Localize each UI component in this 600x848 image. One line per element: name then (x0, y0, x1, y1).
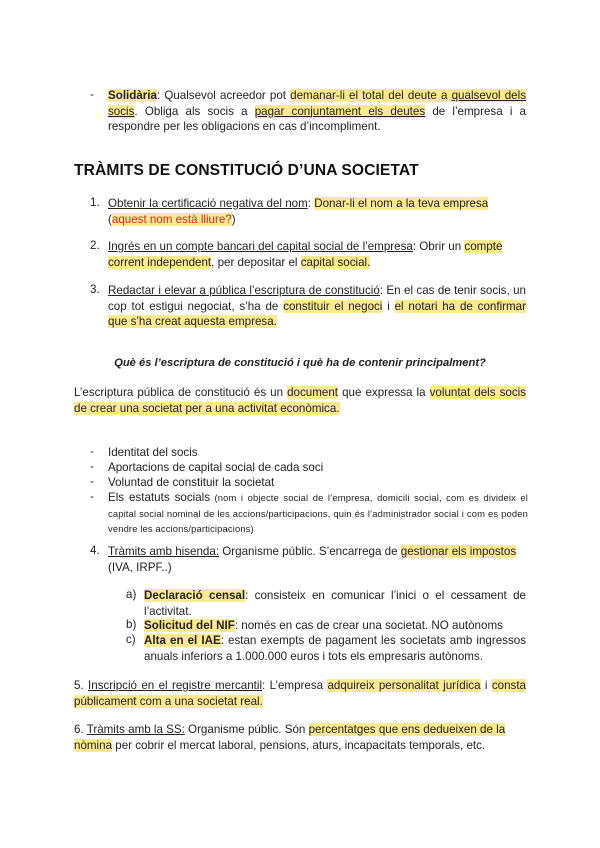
highlight: consta públicament com a una societat real. (74, 679, 526, 708)
list-item: Aportacions de capital social de cada soci (108, 461, 324, 474)
text-span: ) (231, 212, 236, 226)
solidaria-paragraph (108, 88, 526, 135)
highlight: pagar conjuntament els deutes (254, 104, 426, 118)
highlight: demanar-li el total del deute a (290, 89, 452, 102)
text-span: : Obrir un (412, 240, 465, 253)
step-5 (74, 678, 526, 709)
text-span: que expressa la (338, 386, 430, 399)
bullet-dash: - (90, 460, 94, 473)
step-2 (108, 239, 528, 270)
bullet-dash: - (90, 88, 94, 101)
step-title: Ingrés en un compte bancari del capital social de l’empresa (108, 240, 413, 253)
solidaria-term: Solidària (108, 89, 157, 102)
item-term: Declaració censal (144, 589, 246, 602)
bullet-dash: - (90, 475, 94, 488)
text-span: L’escriptura pública de constitució és un (74, 386, 288, 399)
text-span: per cobrir el mercat laboral, pensions, aturs, incapacitats temporals, etc. (112, 738, 486, 752)
hisenda-item (144, 588, 526, 619)
text-span: : consisteix en comunicar l’inici o el cessament de l’activitat. (144, 589, 526, 618)
step-number: 5. (74, 679, 84, 692)
text-span: (IVA, IRPF..) (108, 560, 172, 574)
step-6 (74, 722, 526, 753)
step-3 (108, 283, 526, 330)
text-span: de l’empresa i a respondre per les obligacions en cas d’incompliment. (108, 104, 527, 133)
bullet-dash: - (90, 490, 94, 503)
highlight: Donar-li el nom a la teva empresa (314, 197, 489, 210)
highlight: document (287, 386, 339, 399)
step-title: Obtenir la certificació negativa del nom (108, 197, 308, 210)
escriptura-paragraph (74, 385, 526, 416)
text-span: i (480, 679, 492, 692)
text-span: i (382, 299, 395, 313)
highlight: capital social. (300, 255, 371, 269)
step-number: 1. (90, 196, 100, 209)
hisenda-item (144, 633, 526, 664)
list-item: Voluntad de constituir la societat (108, 476, 275, 489)
text-span: : (307, 197, 315, 210)
item-term: Alta en el IAE (144, 634, 221, 647)
highlight: compte corrent independent (108, 240, 503, 269)
highlight: percentatges que ens dedueixen de la nòmina (74, 723, 506, 752)
highlight: gestionar els impostos (400, 545, 517, 558)
highlight: constituir el negoci (283, 299, 383, 313)
highlight: qualsevol dels socis (108, 89, 526, 118)
step-4 (108, 544, 528, 575)
step-1 (108, 196, 528, 227)
step-title: Tràmits amb hisenda: (108, 545, 220, 558)
step-title: Tràmits amb la SS: (86, 723, 185, 736)
list-item: Identitat del socis (108, 446, 198, 459)
item-term: Solicitud del NIF (144, 619, 235, 632)
text-span: Organisme públic. S’encarrega de (219, 545, 401, 558)
red-highlight: aquest nom està lliure? (111, 212, 232, 226)
step-title: Redactar i elevar a pública l’escriptura de constitució (108, 284, 380, 297)
text-span: . Obliga als socis a (134, 104, 255, 118)
question-heading: Què és l’escriptura de constitució i què ha de contenir principalment? (114, 357, 486, 369)
text-span: ( (108, 212, 112, 226)
text-span: : estan exempts de pagament les societats amb ingressos anuals inferiors a 1.000.000 euros i tots els empresaris autònoms. (144, 634, 527, 663)
hisenda-item (144, 618, 526, 634)
text-span: Organisme públic. Són (184, 723, 309, 736)
highlight: adquireix personalitat jurídica (327, 679, 481, 692)
item-letter: b) (126, 618, 137, 631)
text-span: : Qualsevol acreedor pot (156, 89, 291, 102)
highlight: el notari ha de confirmar que s’ha creat aquesta empresa. (108, 299, 526, 328)
item-letter: a) (126, 588, 137, 601)
text-span: : només en cas de crear una societat. NO autònoms (234, 619, 503, 632)
step-number: 2. (90, 239, 100, 252)
step-number: 3. (90, 283, 100, 296)
highlight: voluntat dels socis de crear una societat per a una activitat econòmica. (74, 386, 527, 415)
text-span: : L’empresa (262, 679, 328, 692)
step-number: 4. (90, 544, 100, 557)
text-span: , per depositar el (211, 255, 301, 269)
step-title: Inscripció en el registre mercantil (88, 679, 263, 692)
text-span: Els estatuts socials (108, 491, 211, 504)
step-number: 6. (74, 723, 84, 736)
item-letter: c) (126, 633, 136, 646)
bullet-dash: - (90, 445, 94, 458)
section-heading: TRÀMITS DE CONSTITUCIÓ D’UNA SOCIETAT (74, 162, 419, 179)
text-span: : En el cas de tenir socis, un cop tot estigui negociat, s’ha de (108, 284, 526, 313)
small-note: (nom i objecte social de l’empresa, domicili social, com es divideix el capital social nominal de les accions/participacions, quin és l’administrador social i com es poden vendre les accions/participacions) (108, 492, 529, 534)
list-item-estatuts (108, 490, 528, 537)
